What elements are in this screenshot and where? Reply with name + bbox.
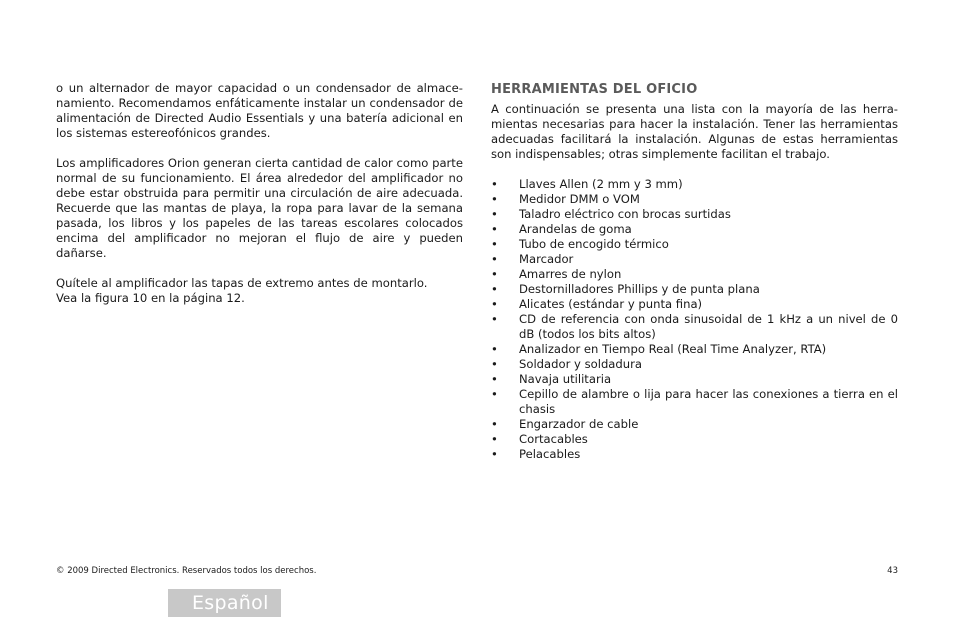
tool-label: Taladro eléctrico con brocas surtidas: [519, 207, 731, 221]
language-tab: Español: [168, 589, 281, 617]
tool-label: Analizador en Tiempo Real (Real Time Analyzer, RTA): [519, 342, 827, 356]
paragraph-heat: Los amplificadores Orion generan cierta cantidad de calor como parte normal de su funcionamiento. El área alrededor del amplificador no debe estar obstruida para permitir una circulación de aire adecuada. Recuerde que las mantas de playa, la ropa para lavar de la semana pasada, los libros y los papeles de las tareas escolares colocados encima del amplificador no mejoran el flujo de aire y pueden dañarse.: [56, 156, 463, 260]
page-number: 43: [887, 566, 898, 576]
tool-list-item: [491, 342, 898, 357]
tool-label: Alicates (estándar y punta fina): [519, 297, 703, 311]
tool-label: Soldador y soldadura: [519, 357, 642, 371]
tool-label: Pelacables: [519, 447, 581, 461]
bullet-icon: •: [491, 447, 498, 461]
tool-list-item: [491, 357, 898, 372]
left-column: [56, 81, 463, 306]
bullet-icon: •: [491, 267, 498, 281]
tool-list-item: [491, 372, 898, 387]
tool-label: Llaves Allen (2 mm y 3 mm): [519, 177, 683, 191]
tool-list-item: [491, 252, 898, 267]
bullet-icon: •: [491, 297, 498, 311]
bullet-icon: •: [491, 177, 498, 191]
tool-label: Destornilladores Phillips y de punta plana: [519, 282, 760, 296]
tool-list-item: [491, 297, 898, 312]
bullet-icon: •: [491, 342, 498, 356]
bullet-icon: •: [491, 312, 498, 326]
tools-intro-paragraph: A continuación se presenta una lista con la mayoría de las herra-mientas necesarias para hacer la instalación. Tener las herramientas adecuadas facilitará la instalación. Algunas de estas herramientas son indispensables; otras simplemente facilitan el trabajo.: [491, 102, 898, 161]
tool-list-item: [491, 417, 898, 432]
tool-label: Tubo de encogido térmico: [519, 237, 669, 251]
tool-label: Navaja utilitaria: [519, 372, 612, 386]
bullet-icon: •: [491, 372, 498, 386]
tool-list-item: [491, 267, 898, 282]
end-caps-line: Quítele al amplificador las tapas de extremo antes de montarlo.: [56, 276, 428, 290]
bullet-icon: •: [491, 417, 498, 431]
bullet-icon: •: [491, 207, 498, 221]
bullet-icon: •: [491, 432, 498, 446]
tools-list: [491, 177, 898, 462]
tool-list-item: [491, 177, 898, 192]
tool-list-item: [491, 282, 898, 297]
tool-list-item: [491, 447, 898, 462]
tool-list-item: [491, 222, 898, 237]
tool-list-item: [491, 192, 898, 207]
tool-label: Arandelas de goma: [519, 222, 632, 236]
tool-label: CD de referencia con onda sinusoidal de 1 kHz a un nivel de 0 dB (todos los bits altos): [519, 312, 898, 341]
tool-list-item: [491, 312, 898, 342]
tool-label: Engarzador de cable: [519, 417, 639, 431]
bullet-icon: •: [491, 357, 498, 371]
tool-list-item: [491, 432, 898, 447]
copyright-text: © 2009 Directed Electronics. Reservados todos los derechos.: [56, 566, 317, 576]
tool-list-item: [491, 207, 898, 222]
tool-label: Cortacables: [519, 432, 588, 446]
bullet-icon: •: [491, 222, 498, 236]
tool-list-item: [491, 387, 898, 417]
paragraph-end-caps: [56, 276, 463, 306]
right-column: [491, 81, 898, 462]
bullet-icon: •: [491, 237, 498, 251]
bullet-icon: •: [491, 387, 498, 401]
bullet-icon: •: [491, 252, 498, 266]
tool-list-item: [491, 237, 898, 252]
section-heading: HERRAMIENTAS DEL OFICIO: [491, 82, 698, 97]
figure-reference-line: Vea la figura 10 en la página 12.: [56, 291, 245, 305]
paragraph-capacitor: o un alternador de mayor capacidad o un condensador de almace-namiento. Recomendamos enfáticamente instalar un condensador de alimentación de Directed Audio Essentials y una batería adicional en los sistemas estereofónicos grandes.: [56, 81, 463, 140]
tool-label: Medidor DMM o VOM: [519, 192, 640, 206]
tool-label: Marcador: [519, 252, 574, 266]
tool-label: Cepillo de alambre o lija para hacer las conexiones a tierra en el chasis: [519, 387, 898, 416]
page-footer: [56, 566, 898, 577]
bullet-icon: •: [491, 282, 498, 296]
tool-label: Amarres de nylon: [519, 267, 622, 281]
bullet-icon: •: [491, 192, 498, 206]
